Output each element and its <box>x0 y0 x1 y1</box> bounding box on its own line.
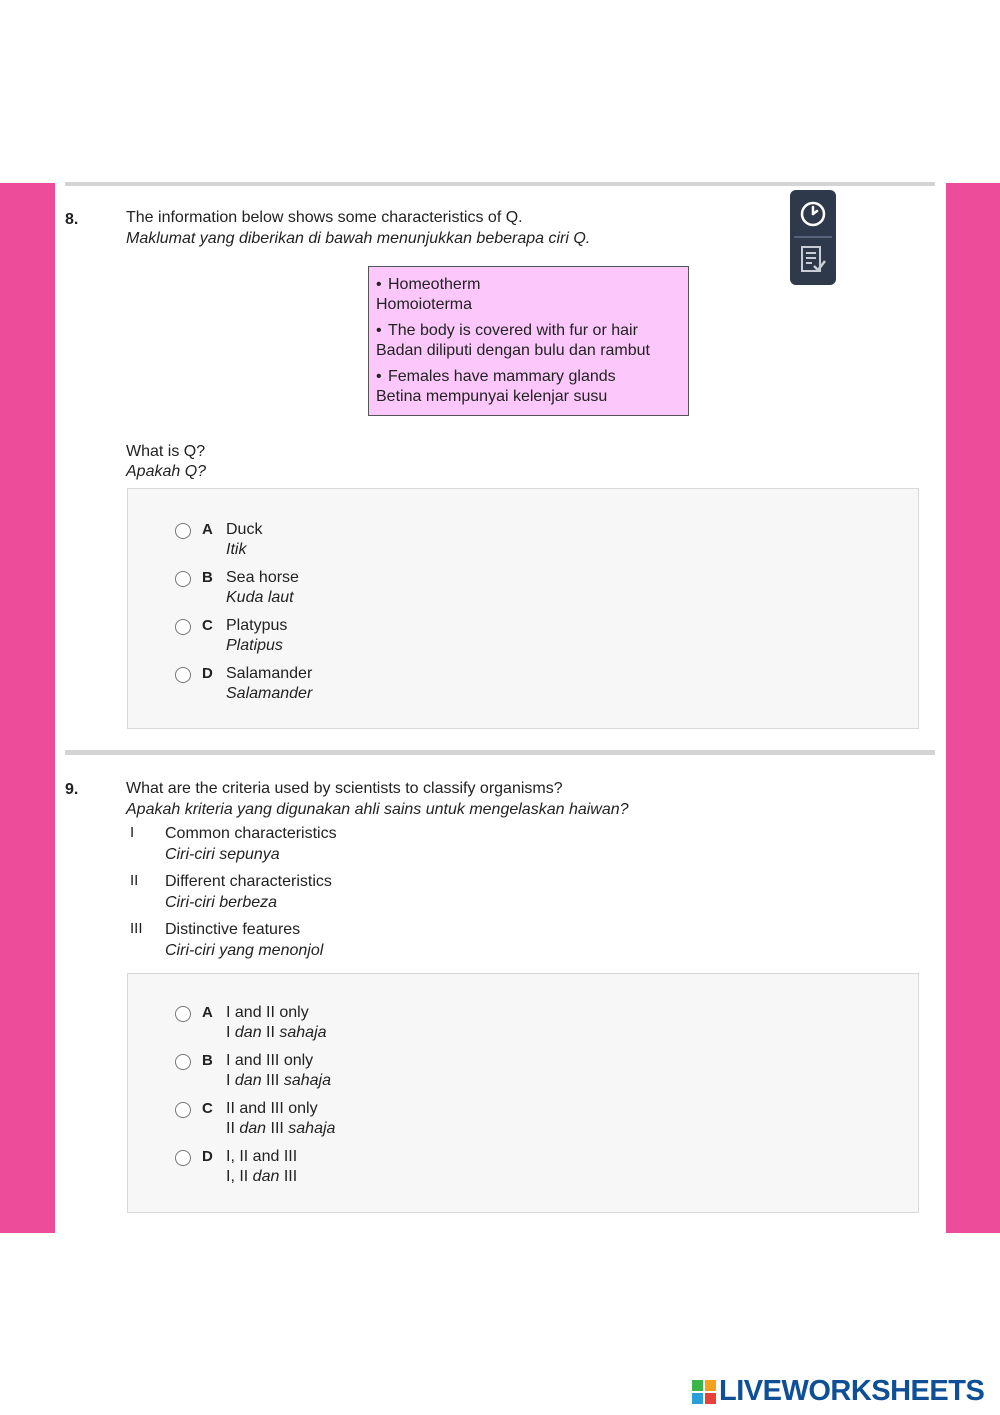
statement-ms: Ciri-ciri yang menonjol <box>165 942 324 959</box>
question-number: 9. <box>65 781 79 798</box>
radio-button[interactable] <box>175 1102 191 1118</box>
answer-option-c[interactable] <box>128 616 528 662</box>
option-text-en: Platypus <box>226 617 288 634</box>
liveworksheets-logo-icon <box>692 1380 716 1404</box>
option-letter: B <box>202 1052 213 1069</box>
question-prompt-ms: Apakah kriteria yang digunakan ahli sains untuk mengelaskan haiwan? <box>126 801 629 818</box>
question-ask-ms: Apakah Q? <box>126 463 207 480</box>
option-letter: C <box>202 1100 213 1117</box>
option-letter: D <box>202 665 213 682</box>
option-text-ms: Salamander <box>226 685 313 702</box>
statement-en: Common characteristics <box>165 825 337 842</box>
option-text-ms: I dan III sahaja <box>226 1072 331 1089</box>
bullet-icon: • <box>376 276 382 293</box>
statement-numeral: III <box>130 920 143 937</box>
answer-option-d[interactable] <box>128 664 528 710</box>
option-text-ms: I, II dan III <box>226 1168 298 1185</box>
floating-toolbar <box>790 190 836 285</box>
option-letter: C <box>202 617 213 634</box>
option-letter: A <box>202 1004 213 1021</box>
characteristic-item <box>376 367 688 407</box>
option-text-ms: Kuda laut <box>226 589 294 606</box>
answer-options-box <box>127 973 919 1213</box>
question-prompt-en: What are the criteria used by scientists to classify organisms? <box>126 780 563 797</box>
answer-options-box <box>127 488 919 729</box>
divider-middle <box>65 750 935 755</box>
statement-ms: Ciri-ciri berbeza <box>165 894 278 911</box>
answer-option-c[interactable] <box>128 1099 528 1145</box>
answer-option-a[interactable] <box>128 1003 528 1049</box>
option-text-en: I and II only <box>226 1004 309 1021</box>
right-pink-margin <box>946 183 1000 1233</box>
statement-en: Distinctive features <box>165 921 301 938</box>
radio-button[interactable] <box>175 1054 191 1070</box>
radio-button[interactable] <box>175 571 191 587</box>
bullet-icon: • <box>376 322 382 339</box>
option-text-en: Salamander <box>226 665 313 682</box>
answer-option-b[interactable] <box>128 568 528 614</box>
option-text-en: I, II and III <box>226 1148 298 1165</box>
characteristic-ms: Betina mempunyai kelenjar susu <box>376 388 608 405</box>
option-text-ms: Itik <box>226 541 247 558</box>
answer-option-d[interactable] <box>128 1147 528 1193</box>
option-text-ms: Platipus <box>226 637 283 654</box>
option-text-en: II and III only <box>226 1100 318 1117</box>
option-text-en: Duck <box>226 521 263 538</box>
question-prompt-en: The information below shows some characteristics of Q. <box>126 209 523 226</box>
left-pink-margin <box>0 183 55 1233</box>
question-ask-en: What is Q? <box>126 443 206 460</box>
bullet-icon: • <box>376 368 382 385</box>
divider-top <box>65 182 935 186</box>
characteristic-ms: Homoioterma <box>376 296 473 313</box>
characteristic-en: The body is covered with fur or hair <box>388 322 638 339</box>
radio-button[interactable] <box>175 1006 191 1022</box>
option-letter: A <box>202 521 213 538</box>
toolbar-separator <box>794 236 832 238</box>
option-letter: D <box>202 1148 213 1165</box>
option-text-en: I and III only <box>226 1052 314 1069</box>
timer-icon[interactable] <box>799 200 827 228</box>
characteristic-en: Homeotherm <box>388 276 481 293</box>
brand-name[interactable]: LIVEWORKSHEETS <box>719 1375 985 1407</box>
radio-button[interactable] <box>175 619 191 635</box>
characteristic-item <box>376 321 688 361</box>
radio-button[interactable] <box>175 523 191 539</box>
characteristic-en: Females have mammary glands <box>388 368 616 385</box>
statement-numeral: II <box>130 872 139 889</box>
characteristic-item <box>376 275 688 315</box>
option-letter: B <box>202 569 213 586</box>
radio-button[interactable] <box>175 1150 191 1166</box>
radio-button[interactable] <box>175 667 191 683</box>
option-text-en: Sea horse <box>226 569 299 586</box>
question-prompt-ms: Maklumat yang diberikan di bawah menunjukkan beberapa ciri Q. <box>126 230 591 247</box>
statement-numeral: I <box>130 824 135 841</box>
option-text-ms: II dan III sahaja <box>226 1120 336 1137</box>
checklist-icon[interactable] <box>799 245 827 275</box>
answer-option-b[interactable] <box>128 1051 528 1097</box>
statement-en: Different characteristics <box>165 873 332 890</box>
option-text-ms: I dan II sahaja <box>226 1024 327 1041</box>
characteristic-ms: Badan diliputi dengan bulu dan rambut <box>376 342 650 359</box>
statement-ms: Ciri-ciri sepunya <box>165 846 280 863</box>
question-number: 8. <box>65 211 79 228</box>
characteristics-box <box>368 266 689 416</box>
answer-option-a[interactable] <box>128 520 528 566</box>
